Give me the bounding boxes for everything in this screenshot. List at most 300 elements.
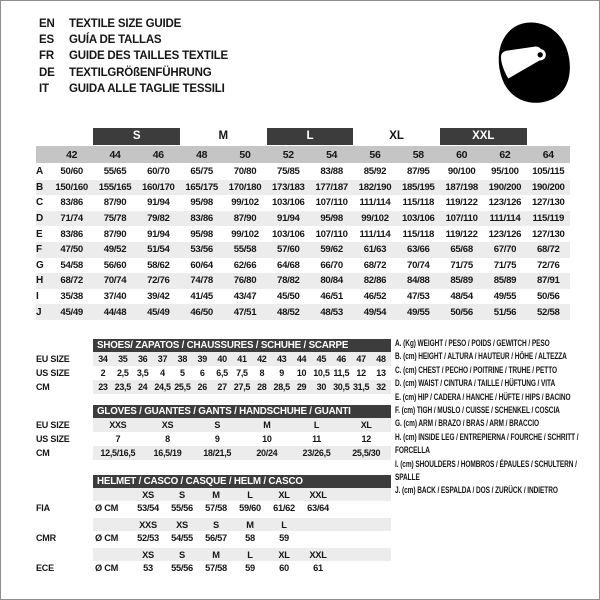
row-label: J bbox=[36, 306, 42, 318]
racing-helmet-icon bbox=[491, 19, 573, 112]
cell: 8 bbox=[259, 368, 265, 378]
cell: 44 bbox=[296, 354, 307, 364]
cell: 9 bbox=[279, 368, 285, 378]
cell: 187/198 bbox=[445, 181, 478, 193]
cell: 35/38 bbox=[60, 291, 83, 303]
accessory-tables bbox=[36, 339, 392, 575]
us-size-label: US SIZE bbox=[36, 434, 70, 444]
spacer bbox=[36, 339, 93, 352]
cell: 127/130 bbox=[531, 228, 565, 240]
shoes-cm-values bbox=[93, 380, 391, 394]
row-label: A bbox=[36, 166, 44, 178]
ece-label: ECE bbox=[36, 563, 54, 573]
cell: 82/86 bbox=[363, 275, 387, 287]
cell: XL bbox=[360, 420, 372, 430]
cell: 68/72 bbox=[537, 244, 560, 256]
cell: 50/56 bbox=[537, 291, 560, 303]
cell: 53/54 bbox=[137, 503, 159, 513]
cell: S bbox=[179, 549, 185, 560]
cell: 84/88 bbox=[407, 275, 430, 287]
measure-row-h bbox=[36, 273, 570, 289]
cell: XS bbox=[176, 519, 188, 530]
lang-title: GUIDE DES TAILLES TEXTILE bbox=[69, 50, 228, 63]
cell: 49/52 bbox=[103, 244, 127, 256]
cell: 115/118 bbox=[402, 228, 435, 240]
cell: 75/85 bbox=[277, 166, 300, 178]
cell: 40 bbox=[217, 354, 227, 364]
cell: H. (cm) INSIDE LEG / ENTREPIERNA / FOURCHE / SCHRITT / FORCELLA bbox=[395, 431, 579, 456]
cell: 87/95 bbox=[407, 166, 430, 178]
cell: 95/98 bbox=[320, 213, 343, 225]
cell: 78/82 bbox=[277, 275, 300, 287]
cell: 83/88 bbox=[320, 166, 343, 178]
cell: 51/56 bbox=[493, 306, 517, 318]
cell: 103/106 bbox=[272, 228, 305, 240]
cell: 48/52 bbox=[277, 306, 300, 318]
cell: 99/102 bbox=[361, 213, 389, 225]
cell: 32 bbox=[376, 382, 386, 392]
cell: 29 bbox=[296, 382, 307, 392]
shoes-header-row bbox=[36, 339, 392, 352]
cell: 95/98 bbox=[190, 197, 213, 209]
row-label: C bbox=[36, 197, 44, 209]
diameter-cm-label: Ø CM bbox=[95, 503, 119, 513]
cell: 61/63 bbox=[363, 244, 387, 256]
cell: 71/75 bbox=[450, 259, 473, 271]
cell: 75/78 bbox=[103, 213, 127, 225]
cell: S bbox=[213, 519, 219, 530]
spacer bbox=[36, 405, 93, 418]
cell: 65/68 bbox=[450, 244, 473, 256]
eu-size-label: EU SIZE bbox=[36, 420, 70, 430]
cell: G. (cm) ARM / BRAZO / BRAS / ARM / BRACCIO bbox=[395, 418, 539, 429]
cell: 43 bbox=[276, 354, 287, 364]
spacer bbox=[36, 460, 392, 475]
cm-label: CM bbox=[36, 448, 50, 458]
title-line-de bbox=[39, 65, 228, 81]
cell: 68/72 bbox=[60, 275, 83, 287]
cell: 107/110 bbox=[445, 213, 478, 225]
cell: 59 bbox=[245, 563, 255, 573]
cell: 87/90 bbox=[103, 197, 127, 209]
cell: 47 bbox=[356, 354, 366, 364]
measurement-legend bbox=[395, 337, 595, 498]
lang-code: IT bbox=[39, 82, 49, 95]
cell: L bbox=[313, 420, 320, 430]
cell: 99/102 bbox=[231, 197, 259, 209]
cell: 70/80 bbox=[233, 166, 257, 178]
row-label: G bbox=[36, 259, 44, 271]
lang-title: TEXTILGRÖßENFÜHRUNG bbox=[69, 66, 212, 79]
gloves-us-row bbox=[36, 432, 392, 446]
cell: 52/53 bbox=[137, 533, 159, 543]
cell: 55/58 bbox=[233, 244, 257, 256]
cell: 53/56 bbox=[190, 244, 213, 256]
cell: 91/94 bbox=[277, 213, 300, 225]
cell: 58/62 bbox=[147, 259, 170, 271]
lang-title: GUÍA DE TALLAS bbox=[69, 34, 162, 47]
cell: 49/55 bbox=[407, 306, 430, 318]
cell: 79/82 bbox=[147, 213, 170, 225]
spacer bbox=[527, 128, 570, 145]
cell: 83/86 bbox=[190, 213, 213, 225]
helmet-ece-values-row bbox=[36, 561, 392, 575]
measure-row-g bbox=[36, 258, 570, 274]
measure-row-j bbox=[36, 304, 570, 320]
cell: 47/53 bbox=[407, 291, 430, 303]
cell: 46 bbox=[152, 148, 164, 161]
cell: M bbox=[263, 420, 271, 430]
cell: 107/110 bbox=[315, 197, 348, 209]
cell: 123/126 bbox=[488, 197, 522, 209]
cell: 67/70 bbox=[493, 244, 517, 256]
cell: 46 bbox=[336, 354, 346, 364]
lang-title: GUIDA ALLE TAGLIE TESSILI bbox=[69, 82, 225, 95]
cell: 60/70 bbox=[147, 166, 170, 178]
cell: 56/57 bbox=[205, 533, 227, 543]
cell: J. (cm) BACK / ESPALDA / DOS / ZURÜCK / INDIETRO bbox=[395, 485, 558, 496]
cell: 64 bbox=[542, 148, 554, 161]
diameter-cm-label: Ø CM bbox=[95, 563, 119, 573]
cell: 62/66 bbox=[233, 259, 257, 271]
cell: 71/75 bbox=[493, 259, 517, 271]
cell: 50/56 bbox=[450, 306, 473, 318]
title-line-es bbox=[39, 32, 228, 48]
spacer bbox=[36, 394, 392, 405]
cell: 53 bbox=[143, 563, 153, 573]
cell: 48/53 bbox=[320, 306, 343, 318]
lang-code: EN bbox=[39, 18, 55, 30]
cell: 36 bbox=[137, 354, 148, 364]
cell: 5 bbox=[180, 368, 185, 378]
group-xl: XL bbox=[389, 130, 404, 142]
row-label: E bbox=[36, 228, 43, 240]
cell: 76/80 bbox=[233, 275, 257, 287]
numeric-size-row bbox=[36, 146, 570, 163]
cell: 30 bbox=[316, 382, 327, 392]
group-s: S bbox=[93, 128, 180, 145]
cell: 49/55 bbox=[493, 291, 517, 303]
cell: 47/51 bbox=[233, 306, 257, 318]
cell: 60 bbox=[456, 148, 468, 161]
cell: 51/54 bbox=[147, 244, 170, 256]
cell: 24,5 bbox=[154, 382, 171, 392]
cell: 3,5 bbox=[136, 368, 149, 378]
cell: 119/122 bbox=[445, 228, 478, 240]
spacer bbox=[36, 475, 93, 488]
cell: 6,5 bbox=[216, 368, 228, 378]
cell: 72/76 bbox=[147, 275, 170, 287]
cell: 18/21,5 bbox=[203, 448, 232, 458]
cell: F. (cm) TIGH / MUSLO / CUISSE / SCHENKEL / COSCIA bbox=[395, 405, 560, 416]
row-label: H bbox=[36, 275, 44, 287]
cell: 61 bbox=[313, 563, 323, 573]
size-group-header-row bbox=[36, 128, 570, 145]
cell: 90/100 bbox=[447, 166, 476, 178]
cell: 57/58 bbox=[205, 563, 227, 573]
cell: 13 bbox=[376, 368, 386, 378]
cell: L bbox=[247, 489, 253, 500]
gloves-us-values bbox=[93, 432, 391, 446]
cell: 71/74 bbox=[60, 213, 83, 225]
cell: 12,5/16,5 bbox=[100, 448, 136, 458]
cell: 50/60 bbox=[60, 166, 83, 178]
cell: 9 bbox=[214, 434, 220, 444]
cell: 48/54 bbox=[450, 291, 473, 303]
fia-values bbox=[93, 501, 391, 515]
measure-row-f bbox=[36, 242, 570, 258]
cell: 85/89 bbox=[493, 275, 517, 287]
cell: XL bbox=[278, 549, 290, 560]
cell: 34 bbox=[98, 354, 108, 364]
spacer bbox=[36, 128, 93, 145]
cell: 65/75 bbox=[190, 166, 213, 178]
cell: 54 bbox=[326, 148, 338, 161]
helmet-cmr-sizes-row bbox=[36, 518, 392, 531]
cell: 26 bbox=[197, 382, 207, 392]
cell: 56 bbox=[369, 148, 381, 161]
cell: 23 bbox=[98, 382, 108, 392]
cell: 30,5 bbox=[333, 382, 350, 392]
cell: 27 bbox=[217, 382, 227, 392]
cell: 60 bbox=[279, 563, 289, 573]
cell: L bbox=[247, 549, 253, 560]
cell: 111/114 bbox=[359, 228, 391, 240]
cell: 45/49 bbox=[60, 306, 83, 318]
cell: 48 bbox=[376, 354, 386, 364]
cell: 123/126 bbox=[488, 228, 522, 240]
cell: 10,5 bbox=[313, 368, 330, 378]
cell: 54/58 bbox=[60, 259, 83, 271]
cell: 37/40 bbox=[103, 291, 127, 303]
cell: 6 bbox=[199, 368, 205, 378]
helmet-fia-values-row bbox=[36, 501, 392, 515]
spacer bbox=[36, 488, 93, 501]
cell: 46/50 bbox=[190, 306, 213, 318]
cell: M bbox=[212, 489, 220, 500]
cell: 11,5 bbox=[333, 368, 350, 378]
gloves-table-header: GLOVES / GUANTES / GANTS / HANDSCHUHE / GUANTI bbox=[93, 405, 391, 418]
cell: 11 bbox=[312, 434, 321, 444]
cell: A. (Kg) WEIGHT / PESO / POIDS / GEWITCH / PESO bbox=[395, 338, 550, 348]
cell: 48 bbox=[196, 148, 208, 161]
cell: 41 bbox=[237, 354, 247, 364]
cell: 87/90 bbox=[233, 213, 257, 225]
cell: 55/56 bbox=[171, 563, 193, 573]
helmet-table-header: HELMET / CASCO / CASQUE / HELM / CASCO bbox=[93, 475, 391, 488]
cell: 160/170 bbox=[142, 181, 175, 193]
cell: 59/62 bbox=[320, 244, 343, 256]
measure-row-a bbox=[36, 164, 570, 180]
cmr-label: CMR bbox=[36, 533, 56, 543]
gloves-eu-row bbox=[36, 418, 392, 432]
cell: 52 bbox=[282, 148, 294, 161]
cell: 95/98 bbox=[190, 228, 213, 240]
cell: M bbox=[246, 519, 254, 530]
measure-row-c bbox=[36, 195, 570, 211]
diameter-cm-label: Ø CM bbox=[95, 533, 119, 543]
gloves-cm-values bbox=[93, 446, 391, 460]
cell: 103/106 bbox=[272, 197, 305, 209]
cell: 115/118 bbox=[402, 197, 435, 209]
cell: 54/55 bbox=[171, 533, 193, 543]
helmet-ece-sizes-row bbox=[36, 548, 392, 561]
cell: 55/56 bbox=[171, 503, 193, 513]
eu-size-label: EU SIZE bbox=[36, 354, 70, 364]
cell: 58 bbox=[412, 148, 424, 161]
cell: 28,5 bbox=[273, 382, 290, 392]
cell: 10 bbox=[296, 368, 307, 378]
cell: 190/200 bbox=[488, 181, 522, 193]
cell: 115/119 bbox=[532, 213, 565, 225]
cell: L bbox=[281, 519, 287, 530]
cell: 155/165 bbox=[98, 181, 132, 193]
cell: 83/86 bbox=[60, 228, 83, 240]
cell: 47/50 bbox=[60, 244, 83, 256]
measure-row-e bbox=[36, 226, 570, 242]
cell: 105/115 bbox=[532, 166, 565, 178]
cell: 24 bbox=[137, 382, 148, 392]
title-line-fr bbox=[39, 48, 228, 64]
cell: 31,5 bbox=[352, 382, 370, 392]
cell: 46/51 bbox=[320, 291, 343, 303]
spacer bbox=[36, 548, 93, 561]
cell: XXS bbox=[139, 519, 157, 530]
cell: 70/74 bbox=[103, 275, 127, 287]
spacer bbox=[36, 518, 93, 531]
cell: XXS bbox=[109, 420, 127, 430]
shoes-table-header: SHOES/ ZAPATOS / CHAUSSURES / SCHUHE / SCARPE bbox=[93, 339, 391, 352]
cell: 173/183 bbox=[272, 181, 305, 193]
cell: 7,5 bbox=[236, 368, 248, 378]
cell: 37 bbox=[157, 354, 168, 364]
cell: 41/45 bbox=[190, 291, 213, 303]
cell: 2 bbox=[100, 368, 106, 378]
cell: 99/102 bbox=[231, 228, 259, 240]
ece-values bbox=[93, 561, 391, 575]
cell: 107/110 bbox=[315, 228, 348, 240]
cell: 190/200 bbox=[531, 181, 565, 193]
cell: 87/91 bbox=[537, 275, 560, 287]
cell: 23,5 bbox=[114, 382, 131, 392]
cell: 45/49 bbox=[147, 306, 170, 318]
lang-title: TEXTILE SIZE GUIDE bbox=[69, 18, 182, 30]
cell: 42 bbox=[257, 354, 267, 364]
shoes-us-values bbox=[93, 366, 391, 380]
cell: 45/50 bbox=[277, 291, 300, 303]
fia-label: FIA bbox=[36, 503, 50, 513]
cell: 10 bbox=[262, 434, 272, 444]
row-label: I bbox=[36, 291, 39, 303]
cell: 59 bbox=[279, 533, 289, 543]
cm-label: CM bbox=[36, 382, 50, 392]
lang-code: DE bbox=[39, 66, 55, 79]
cell: 58 bbox=[245, 533, 255, 543]
cell: 80/84 bbox=[320, 275, 343, 287]
cell: XXL bbox=[309, 549, 327, 560]
cell: 68/72 bbox=[363, 259, 387, 271]
cell: 182/190 bbox=[358, 181, 392, 193]
cell: M bbox=[212, 549, 220, 560]
cell: 83/86 bbox=[60, 197, 83, 209]
cell: 60/64 bbox=[190, 259, 213, 271]
cell: 66/70 bbox=[320, 259, 343, 271]
cell: 91/94 bbox=[147, 197, 170, 209]
cmr-values bbox=[93, 531, 391, 545]
cell: 63/64 bbox=[307, 503, 329, 513]
cell: 61/62 bbox=[273, 503, 295, 513]
cell: D. (cm) WAIST / CINTURA / TAILLE / HÜFTUNG / VITA bbox=[395, 378, 556, 389]
cell: 103/106 bbox=[401, 213, 435, 225]
helmet-fia-sizes-row bbox=[36, 488, 392, 501]
cell: C. (cm) CHEST / PECHO / POITRINE / TRUHE / PETTO bbox=[395, 364, 557, 375]
textile-size-table bbox=[36, 128, 570, 320]
cell: 38 bbox=[177, 354, 188, 364]
measure-row-i bbox=[36, 289, 570, 305]
measure-row-b bbox=[36, 180, 570, 196]
cell: 52/58 bbox=[537, 306, 560, 318]
cell: 43/47 bbox=[233, 291, 257, 303]
group-m: M bbox=[218, 130, 229, 142]
shoes-cm-row bbox=[36, 380, 392, 394]
cell: 111/114 bbox=[359, 197, 391, 209]
cell: 95/100 bbox=[491, 166, 519, 178]
cell: 20/24 bbox=[256, 448, 278, 458]
cell: 62 bbox=[499, 148, 511, 161]
cell: 170/180 bbox=[228, 181, 262, 193]
fia-sizes bbox=[93, 488, 391, 501]
cell: 28 bbox=[257, 382, 267, 392]
cell: 4 bbox=[160, 368, 165, 378]
cell: 16,5/19 bbox=[153, 448, 182, 458]
cell: 39/42 bbox=[147, 291, 170, 303]
cell: 177/187 bbox=[315, 181, 348, 193]
cell: 57/58 bbox=[205, 503, 227, 513]
row-label: D bbox=[36, 213, 44, 225]
cell: 42 bbox=[66, 148, 78, 161]
gloves-header-row bbox=[36, 405, 392, 418]
cell: 63/66 bbox=[407, 244, 430, 256]
cell: 44/48 bbox=[103, 306, 127, 318]
helmet-cmr-values-row bbox=[36, 531, 392, 545]
cell: 25,5 bbox=[174, 382, 191, 392]
cell: 127/130 bbox=[531, 197, 565, 209]
cell: 12 bbox=[361, 434, 371, 444]
cell: 8 bbox=[165, 434, 170, 444]
cell: 2,5 bbox=[116, 368, 129, 378]
title-block bbox=[39, 16, 228, 97]
ece-sizes bbox=[93, 548, 391, 561]
cell: XS bbox=[142, 549, 154, 560]
cell: 64/68 bbox=[277, 259, 300, 271]
cell: XXL bbox=[309, 489, 327, 500]
cell: 70/74 bbox=[407, 259, 430, 271]
us-size-label: US SIZE bbox=[36, 368, 70, 378]
group-xxl: XXL bbox=[440, 128, 527, 145]
title-line-en bbox=[39, 16, 228, 32]
cell: XS bbox=[161, 420, 174, 430]
cell: 85/92 bbox=[363, 166, 387, 178]
title-line-it bbox=[39, 81, 228, 97]
cell: 57/60 bbox=[277, 244, 300, 256]
cell: 150/160 bbox=[55, 181, 88, 193]
cell: 59/60 bbox=[239, 503, 261, 513]
lang-code: FR bbox=[39, 50, 54, 63]
cell: 45 bbox=[316, 354, 327, 364]
cell: 44 bbox=[109, 148, 121, 161]
cell: 119/122 bbox=[445, 197, 478, 209]
cell: 72/76 bbox=[537, 259, 560, 271]
